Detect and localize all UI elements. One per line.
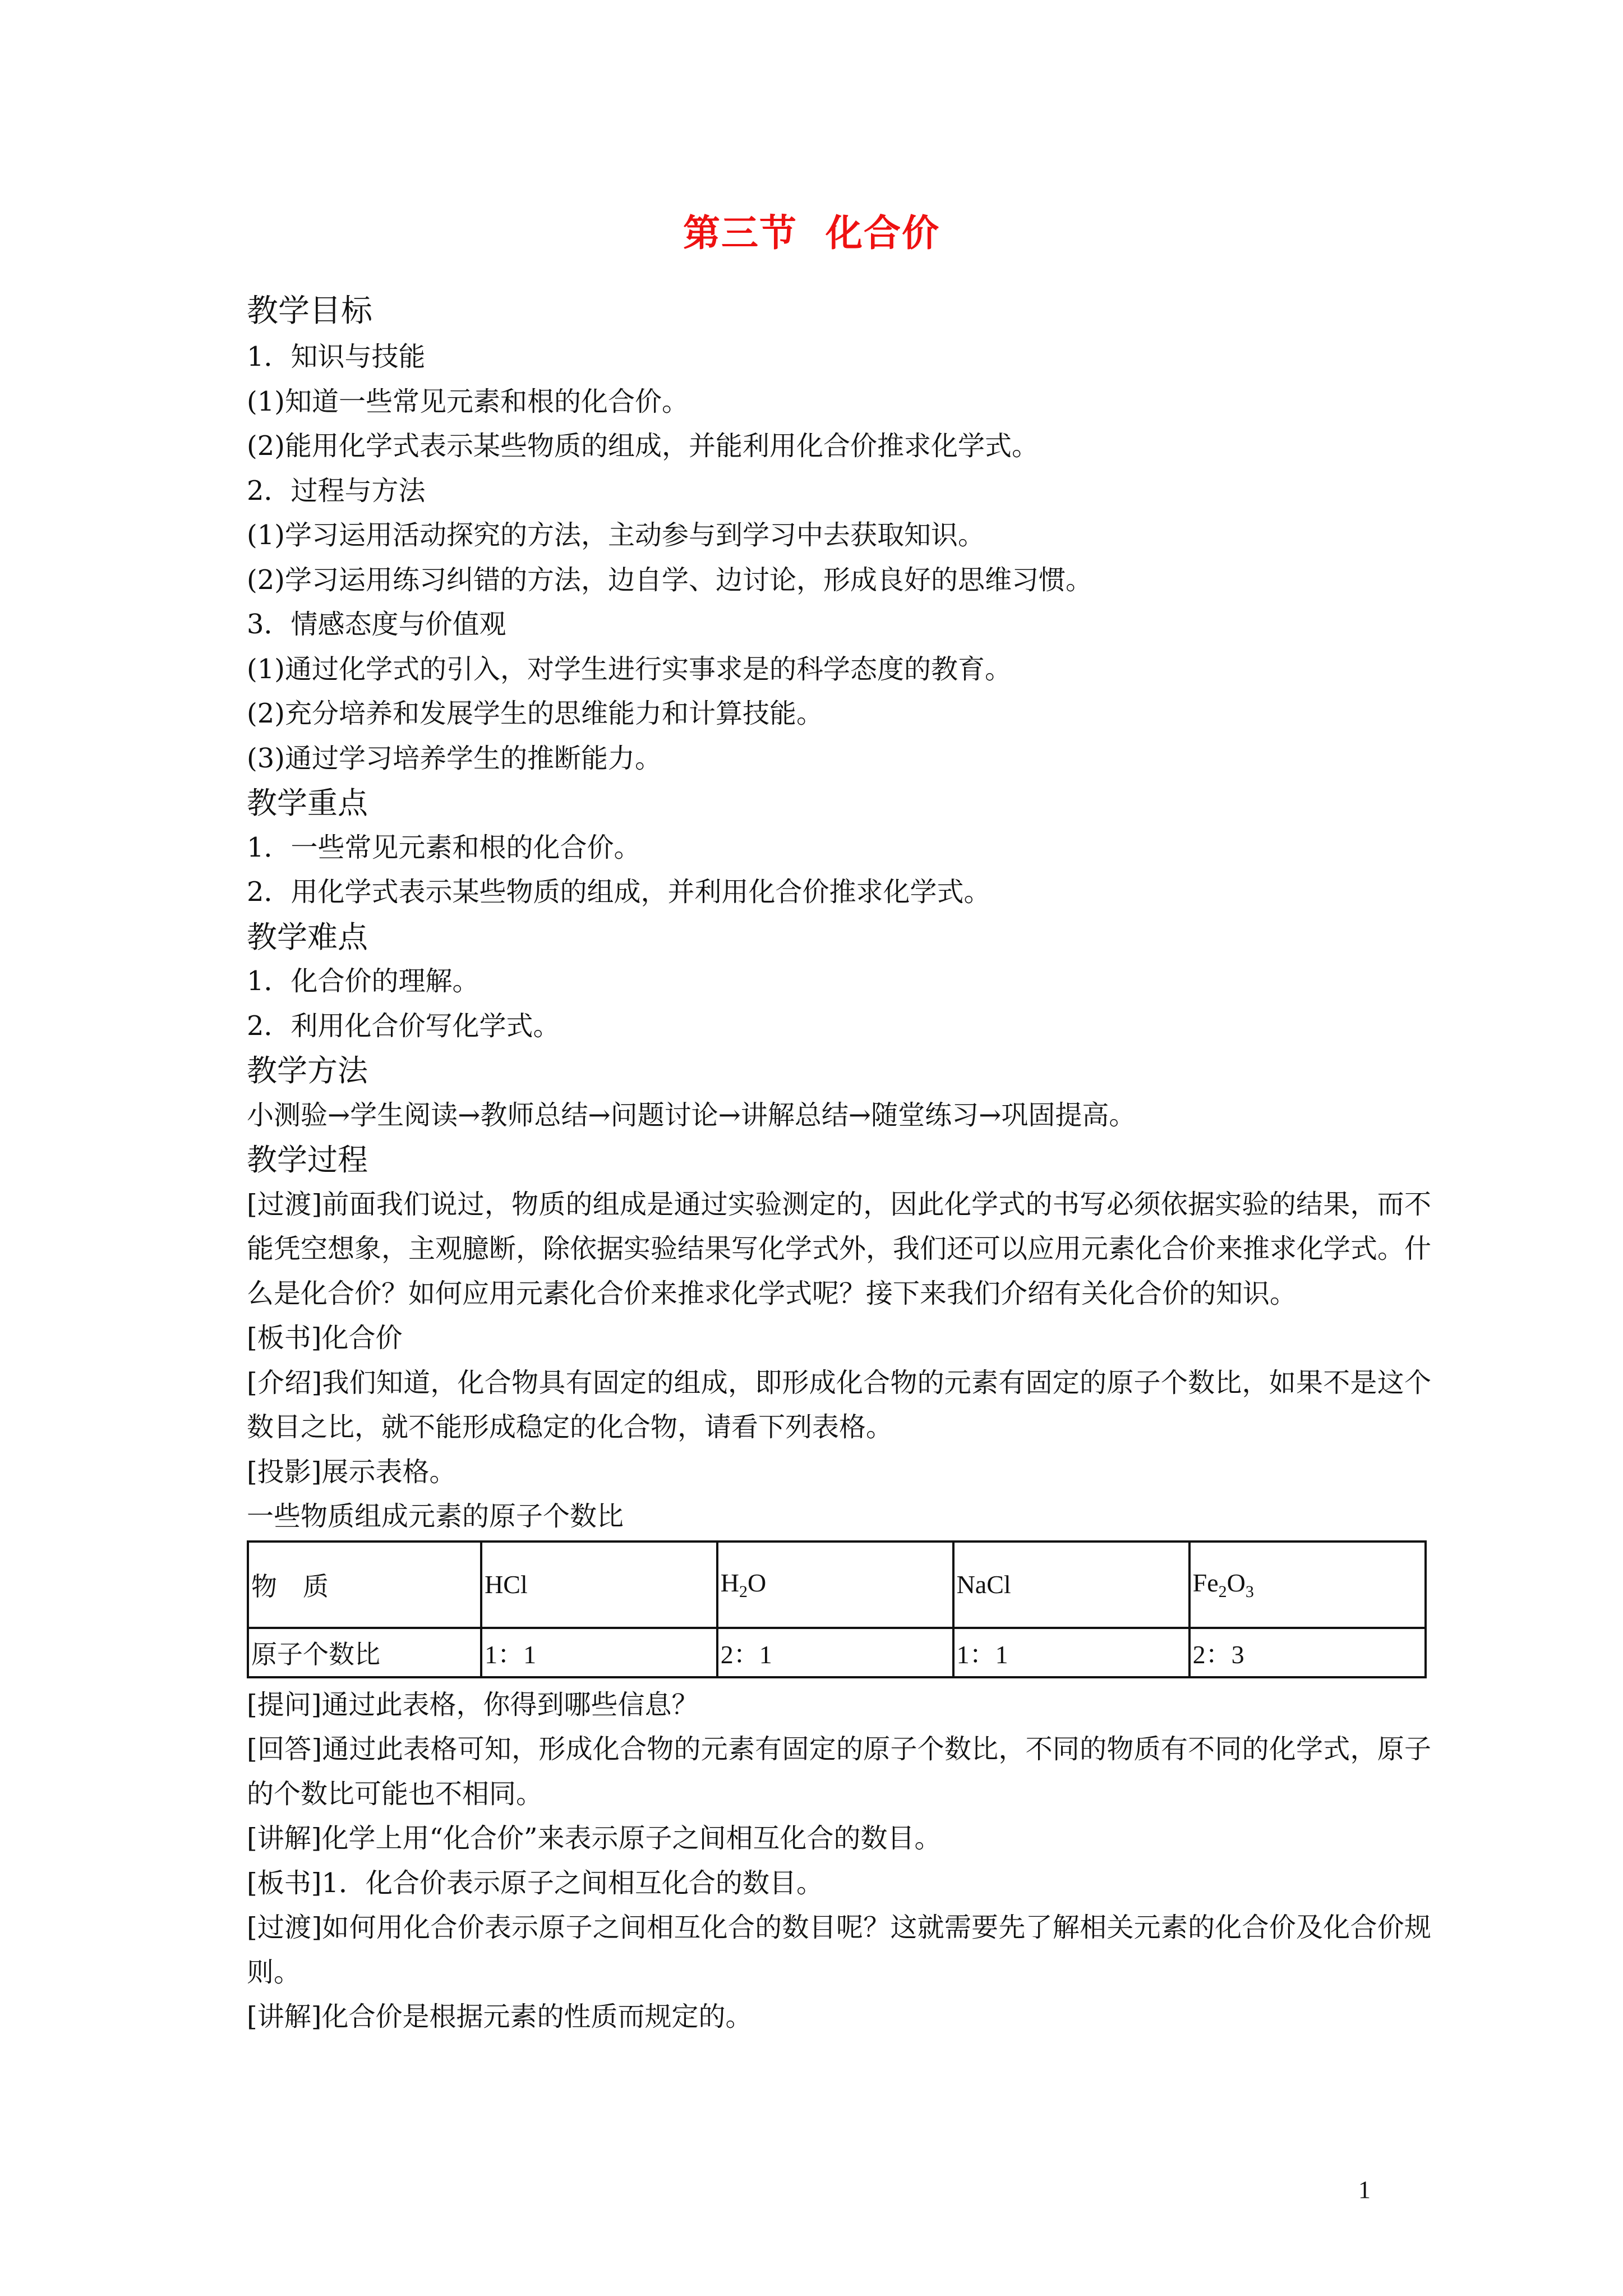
list-item: 2．用化学式表示某些物质的组成，并利用化合价推求化学式。 [247, 876, 991, 908]
lesson-objectives-section [247, 288, 1431, 1182]
formula-subscript: 2 [1218, 1582, 1227, 1601]
formula-symbol: O [748, 1568, 767, 1597]
table-cell-ratio: 2：3 [1189, 1628, 1426, 1677]
list-item: 1．一些常见元素和根的化合价。 [247, 831, 641, 863]
formula-symbol: Fe [1192, 1568, 1219, 1597]
formula-symbol: H [720, 1568, 740, 1597]
list-item: (1)学习运用活动探究的方法，主动参与到学习中去获取知识。 [247, 519, 985, 551]
list-item: 2．过程与方法 [247, 475, 426, 507]
page-title: 第三节 化合价 [683, 211, 940, 255]
table-cell-ratio: 1：1 [953, 1628, 1189, 1677]
formula-symbol: NaCl [956, 1570, 1011, 1599]
table-caption: 一些物质组成元素的原子个数比 [247, 1501, 624, 1532]
table-cell-ratio: 1：1 [481, 1628, 717, 1677]
paragraph-intro: [介绍]我们知道，化合物具有固定的组成，即形成化合物的元素有固定的原子个数比，如果不是这个数目之比，就不能形成稳定的化合物，请看下列表格。 [247, 1366, 1431, 1443]
list-item: 1．知识与技能 [247, 341, 426, 372]
table-cell-formula [1189, 1542, 1426, 1628]
section-heading: 教学重点 [247, 785, 368, 821]
list-item: (2)学习运用练习纠错的方法，边自学、边讨论，形成良好的思维习惯。 [247, 564, 1092, 596]
table-cell-formula [953, 1542, 1189, 1628]
document-body [247, 288, 1431, 2040]
atom-ratio-table [247, 1540, 1427, 1678]
list-item: 3．情感态度与价值观 [247, 609, 506, 640]
list-item: 1．化合价的理解。 [247, 965, 479, 997]
table-cell-ratio: 2：1 [717, 1628, 953, 1677]
section-heading: 教学过程 [247, 1142, 368, 1177]
list-item: (1)通过化学式的引入，对学生进行实事求是的科学态度的教育。 [247, 653, 1012, 685]
line-banshu-2: [板书]1．化合价表示原子之间相互化合的数目。 [247, 1867, 823, 1899]
table-cell-substance-label: 物 质 [248, 1542, 481, 1628]
list-item: 2．利用化合价写化学式。 [247, 1010, 560, 1042]
section-heading: 教学难点 [247, 919, 368, 955]
list-item: (2)充分培养和发展学生的思维能力和计算技能。 [247, 698, 823, 729]
table-row [248, 1628, 1426, 1677]
list-item: (1)知道一些常见元素和根的化合价。 [247, 385, 689, 417]
paragraph-answer: [回答]通过此表格可知，形成化合物的元素有固定的原子个数比，不同的物质有不同的化学式，原子的个数比可能也不相同。 [247, 1733, 1431, 1810]
formula-symbol: HCl [485, 1570, 528, 1599]
formula-symbol: O [1227, 1568, 1246, 1597]
table-cell-formula [717, 1542, 953, 1628]
line-question: [提问]通过此表格，你得到哪些信息？ [247, 1688, 699, 1720]
page-number: 1 [1358, 2176, 1371, 2203]
table-cell-formula [481, 1542, 717, 1628]
list-item: (2)能用化学式表示某些物质的组成，并能利用化合价推求化学式。 [247, 430, 1039, 462]
formula-subscript: 3 [1245, 1582, 1254, 1601]
line-touying: [投影]展示表格。 [247, 1456, 457, 1488]
list-item: (3)通过学习培养学生的推断能力。 [247, 742, 662, 774]
line-banshu: [板书]化合价 [247, 1322, 403, 1354]
list-item: 小测验→学生阅读→教师总结→问题讨论→讲解总结→随堂练习→巩固提高。 [247, 1099, 1136, 1131]
paragraph-transition-2: [过渡]如何用化合价表示原子之间相互化合的数目呢？这就需要先了解相关元素的化合价及化合价规则。 [247, 1912, 1431, 1988]
line-explain-1: [讲解]化学上用“化合价”来表示原子之间相互化合的数目。 [247, 1823, 942, 1854]
paragraph-transition: [过渡]前面我们说过，物质的组成是通过实验测定的，因此化学式的书写必须依据实验的结果，而不能凭空想象，主观臆断，除依据实验结果写化学式外，我们还可以应用元素化合价来推求化学式。什么是化合价？如何应用元素化合价来推求化学式呢？接下来我们介绍有关化合价的知识。 [247, 1188, 1432, 1309]
formula-subscript: 2 [739, 1582, 748, 1601]
line-explain-2: [讲解]化合价是根据元素的性质而规定的。 [247, 2001, 753, 2032]
table-row [248, 1542, 1426, 1628]
table-cell-ratio-label: 原子个数比 [248, 1628, 481, 1677]
section-heading: 教学方法 [247, 1053, 368, 1088]
section-heading: 教学目标 [247, 293, 372, 329]
